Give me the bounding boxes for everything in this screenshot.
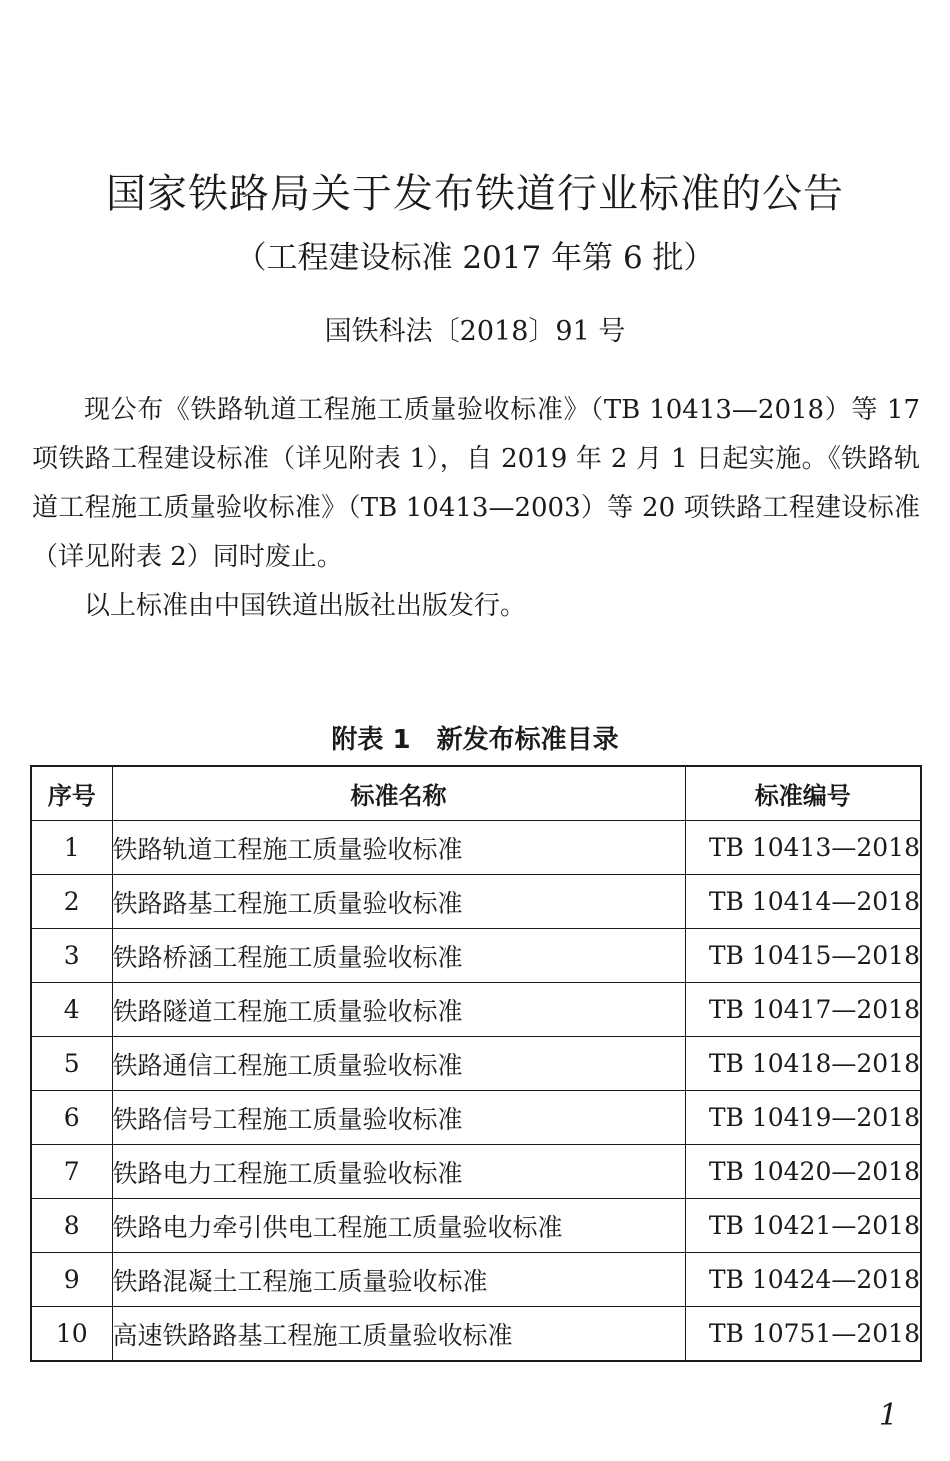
- cell-seq: 10: [31, 1307, 112, 1362]
- cell-seq: 8: [31, 1199, 112, 1253]
- cell-code: TB 10424—2018: [685, 1253, 921, 1307]
- cell-code: TB 10420—2018: [685, 1145, 921, 1199]
- table-body: [31, 821, 921, 1362]
- cell-code: TB 10419—2018: [685, 1091, 921, 1145]
- cell-code: TB 10415—2018: [685, 929, 921, 983]
- cell-seq: 4: [31, 983, 112, 1037]
- cell-code: TB 10417—2018: [685, 983, 921, 1037]
- table-header-row: [31, 766, 921, 821]
- table-row: [31, 821, 921, 875]
- cell-name: 铁路信号工程施工质量验收标准: [112, 1091, 685, 1145]
- cell-seq: 9: [31, 1253, 112, 1307]
- cell-code: TB 10413—2018: [685, 821, 921, 875]
- cell-code: TB 10751—2018: [685, 1307, 921, 1362]
- cell-name: 铁路通信工程施工质量验收标准: [112, 1037, 685, 1091]
- cell-name: 铁路隧道工程施工质量验收标准: [112, 983, 685, 1037]
- document-subtitle: （工程建设标准 2017 年第 6 批）: [235, 240, 715, 276]
- standards-table: [30, 765, 922, 1362]
- cell-seq: 6: [31, 1091, 112, 1145]
- cell-code: TB 10421—2018: [685, 1199, 921, 1253]
- table-row: [31, 1091, 921, 1145]
- table-row: [31, 1199, 921, 1253]
- cell-code: TB 10414—2018: [685, 875, 921, 929]
- cell-name: 铁路电力牵引供电工程施工质量验收标准: [112, 1199, 685, 1253]
- header-code: 标准编号: [685, 766, 921, 821]
- cell-name: 高速铁路路基工程施工质量验收标准: [112, 1307, 685, 1362]
- header-name: 标准名称: [112, 766, 685, 821]
- table-row: [31, 983, 921, 1037]
- table-row: [31, 1145, 921, 1199]
- cell-name: 铁路桥涵工程施工质量验收标准: [112, 929, 685, 983]
- cell-name: 铁路混凝土工程施工质量验收标准: [112, 1253, 685, 1307]
- paragraph: 现公布《铁路轨道工程施工质量验收标准》（TB 10413—2018）等 17 项铁路工程建设标准（详见附表 1），自 2019 年 2 月 1 日起实施。《铁路轨道工程施工质量验收标准》（TB 10413—2003）等 20 项铁路工程建设标准（详见附表 2）同时废止。: [32, 395, 920, 572]
- cell-seq: 7: [31, 1145, 112, 1199]
- table-row: [31, 1037, 921, 1091]
- cell-name: 铁路电力工程施工质量验收标准: [112, 1145, 685, 1199]
- cell-seq: 5: [31, 1037, 112, 1091]
- document-number: 国铁科法〔2018〕91 号: [324, 316, 626, 347]
- cell-name: 铁路轨道工程施工质量验收标准: [112, 821, 685, 875]
- cell-seq: 3: [31, 929, 112, 983]
- table-title: 附表 1 新发布标准目录: [331, 725, 619, 755]
- announcement-body: [32, 386, 920, 631]
- cell-name: 铁路路基工程施工质量验收标准: [112, 875, 685, 929]
- cell-seq: 2: [31, 875, 112, 929]
- table-row: [31, 929, 921, 983]
- paragraph: 以上标准由中国铁道出版社出版发行。: [84, 591, 527, 621]
- table-row: [31, 1253, 921, 1307]
- table-row: [31, 875, 921, 929]
- table-row: [31, 1307, 921, 1362]
- cell-seq: 1: [31, 821, 112, 875]
- cell-code: TB 10418—2018: [685, 1037, 921, 1091]
- document-title: 国家铁路局关于发布铁道行业标准的公告: [106, 171, 844, 217]
- header-seq: 序号: [31, 766, 112, 821]
- page-number: 1: [878, 1398, 898, 1433]
